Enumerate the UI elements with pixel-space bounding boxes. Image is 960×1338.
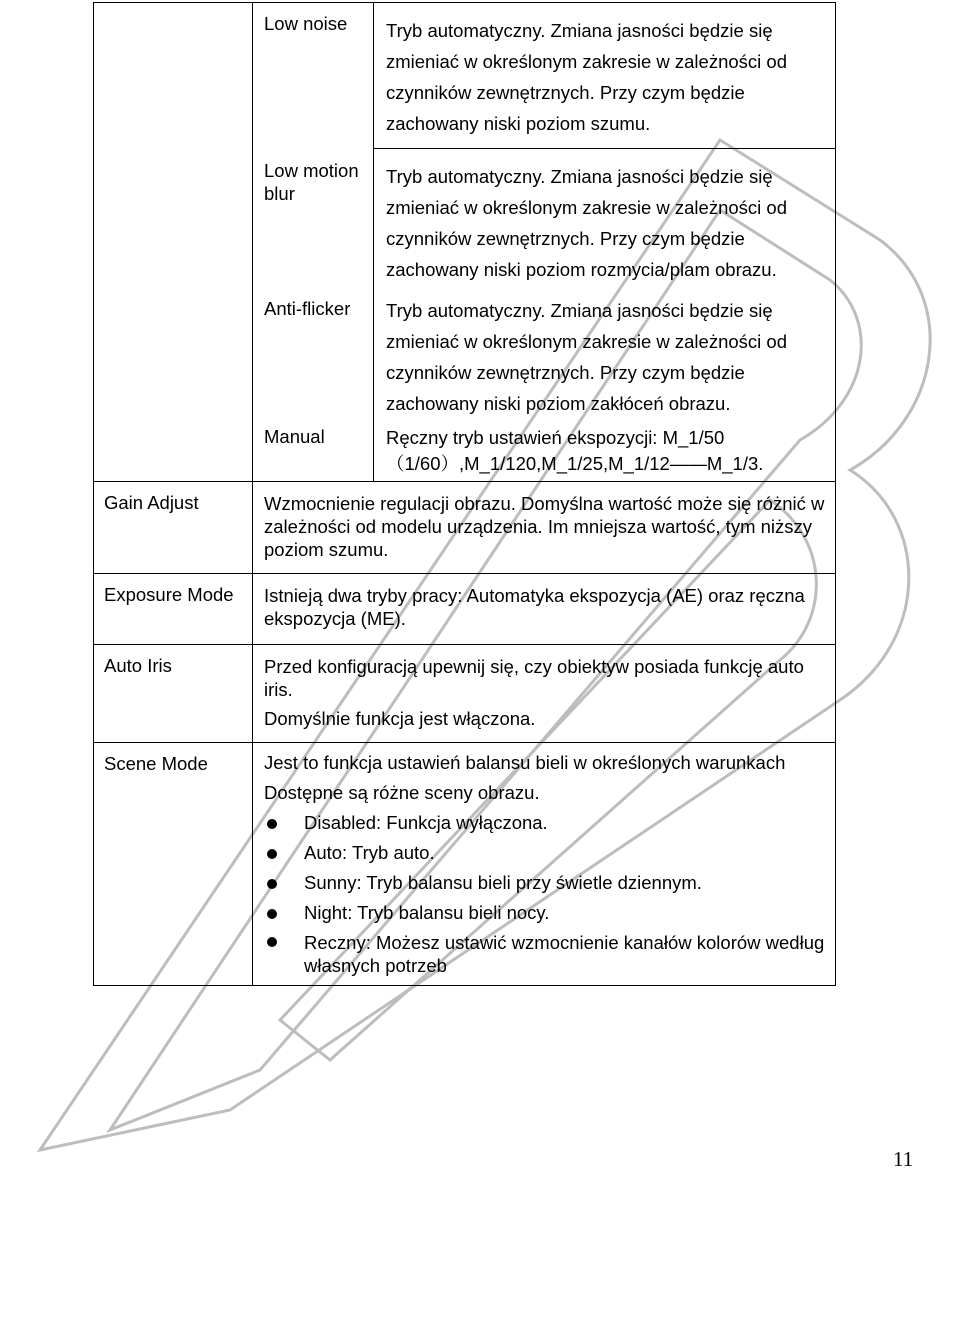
param-name: Auto Iris	[104, 655, 172, 676]
param-name: Exposure Mode	[104, 584, 234, 605]
mode-label: Low motion blur	[264, 159, 359, 204]
mode-description: Tryb automatyczny. Zmiana jasności będzie się zmieniać w określonym zakresie w zależności od czynników zewnętrznych. Przy czym będzie zachowany niski poziom szumu.	[386, 20, 787, 134]
scene-option: Auto: Tryb auto.	[264, 838, 825, 868]
empty-cell	[94, 3, 253, 482]
param-name: Gain Adjust	[104, 492, 199, 513]
settings-table	[93, 2, 836, 986]
mode-description: Tryb automatyczny. Zmiana jasności będzie się zmieniać w określonym zakresie w zależności od czynników zewnętrznych. Przy czym będzie zachowany niski poziom zakłóceń obrazu.	[386, 300, 787, 414]
param-description: Przed konfiguracją upewnij się, czy obiektyw posiada funkcję auto iris.	[264, 656, 804, 700]
bullet-icon	[267, 849, 277, 859]
bullet-icon	[267, 909, 277, 919]
mode-label: Low noise	[264, 13, 348, 34]
mode-description: Ręczny tryb ustawień ekspozycji: M_1/50（1/60）,M_1/120,M_1/25,M_1/12——M_1/3.	[386, 427, 764, 474]
param-name: Scene Mode	[104, 753, 208, 774]
scene-intro: Jest to funkcja ustawień balansu bieli w określonych warunkach	[264, 752, 786, 773]
bullet-icon	[267, 937, 277, 947]
mode-label: Manual	[264, 426, 325, 447]
param-description: Istnieją dwa tryby pracy: Automatyka ekspozycja (AE) oraz ręczna ekspozycja (ME).	[264, 585, 805, 629]
page-number: 11	[893, 1147, 914, 1171]
mode-label: Anti-flicker	[264, 298, 351, 319]
scene-option: Night: Tryb balansu bieli nocy.	[264, 898, 825, 928]
mode-description: Tryb automatyczny. Zmiana jasności będzie się zmieniać w określonym zakresie w zależności od czynników zewnętrznych. Przy czym będzie zachowany niski poziom rozmycia/plam obrazu.	[386, 166, 787, 280]
param-description-note: Domyślnie funkcja jest włączona.	[264, 708, 536, 729]
scene-intro-2: Dostępne są różne sceny obrazu.	[264, 782, 540, 803]
scene-option: Sunny: Tryb balansu bieli przy świetle dziennym.	[264, 868, 825, 898]
bullet-icon	[267, 879, 277, 889]
scene-option: Disabled: Funkcja wyłączona.	[264, 808, 825, 838]
scene-option: Reczny: Możesz ustawić wzmocnienie kanałów kolorów według własnych potrzeb	[264, 928, 825, 977]
bullet-icon	[267, 819, 277, 829]
param-description: Wzmocnienie regulacji obrazu. Domyślna wartość może się różnić w zależności od modelu urządzenia. Im mniejsza wartość, tym niższy poziom szumu.	[264, 493, 825, 560]
